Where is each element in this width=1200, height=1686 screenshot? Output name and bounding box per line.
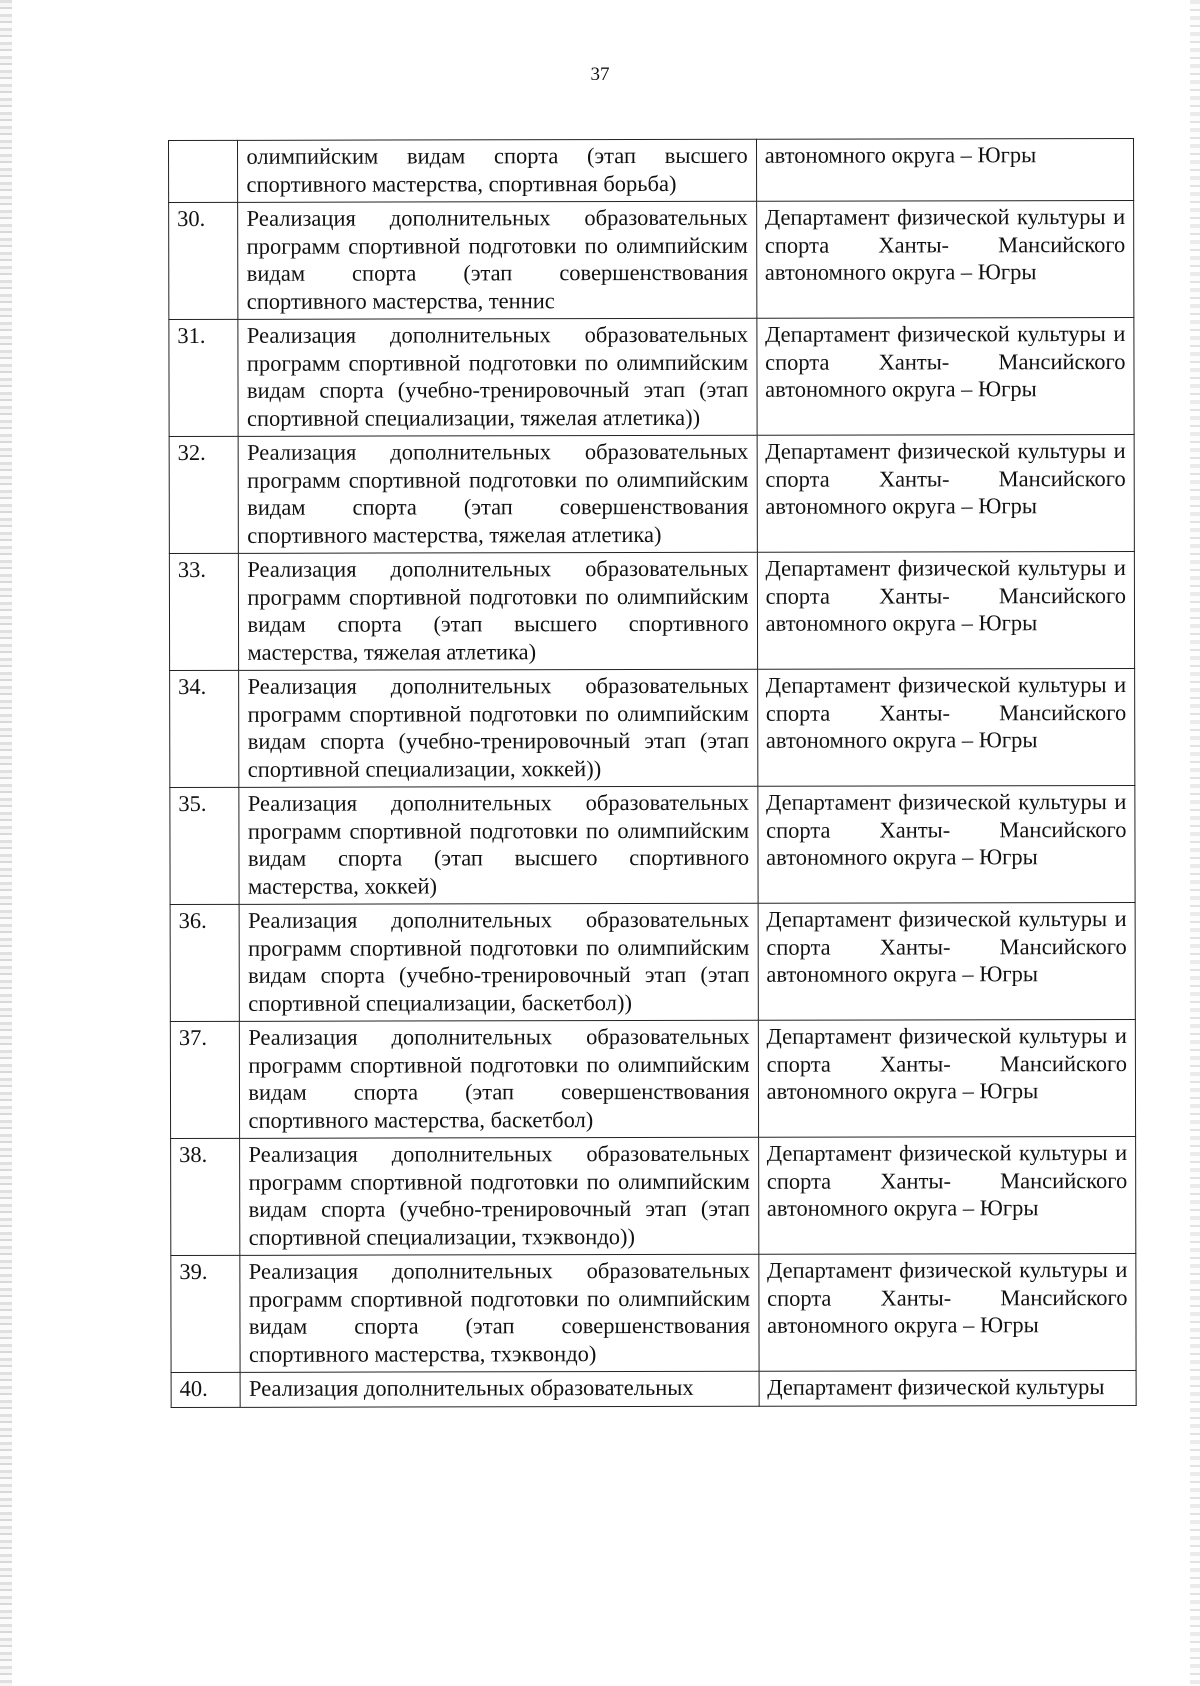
row-number-cell: 32. (169, 436, 239, 553)
service-name-cell: Реализация дополнительных образовательных программ спортивной подготовки по олимпийским видам спорта (этап совершенствования спортивного мастерства, тхэквондо) (240, 1254, 758, 1372)
table-row (171, 1370, 1136, 1407)
table-row (169, 200, 1134, 319)
table-row (170, 902, 1135, 1021)
department-cell: автономного округа – Югры (756, 138, 1133, 201)
scan-edge-right (1190, 0, 1200, 1686)
service-name-cell: Реализация дополнительных образовательных программ спортивной подготовки по олимпийским видам спорта (учебно-тренировочный этап (этап спортивной специализации, баскетбол)) (240, 903, 758, 1021)
department-cell: Департамент физической культуры и спорта Ханты- Мансийского автономного округа – Югры (757, 551, 1135, 669)
row-number-cell: 30. (169, 202, 239, 319)
department-cell: Департамент физической культуры и спорта Ханты- Мансийского автономного округа – Югры (757, 785, 1135, 903)
department-cell: Департамент физической культуры и спорта Ханты- Мансийского автономного округа – Югры (757, 317, 1135, 435)
row-number-cell: 37. (170, 1021, 240, 1138)
service-name-cell: Реализация дополнительных образовательных программ спортивной подготовки по олимпийским видам спорта (учебно-тренировочный этап (этап спортивной специализации, тяжелая атлетика)) (238, 318, 756, 436)
row-number-cell (169, 140, 239, 202)
service-name-cell: Реализация дополнительных образовательных программ спортивной подготовки по олимпийским видам спорта (этап высшего спортивного мастерства, тяжелая атлетика) (239, 552, 757, 670)
table-body (169, 138, 1137, 1407)
department-cell: Департамент физической культуры и спорта Ханты- Мансийского автономного округа – Югры (756, 200, 1134, 318)
service-name-cell: олимпийским видам спорта (этап высшего спортивного мастерства, спортивная борьба) (238, 139, 756, 202)
service-name-cell: Реализация дополнительных образовательных программ спортивной подготовки по олимпийским видам спорта (учебно-тренировочный этап (этап спортивной специализации, хоккей)) (239, 669, 757, 787)
row-number-cell: 36. (170, 904, 240, 1021)
service-name-cell: Реализация дополнительных образовательных программ спортивной подготовки по олимпийским видам спорта (этап совершенствования спортивного мастерства, баскетбол) (240, 1020, 758, 1138)
department-cell: Департамент физической культуры и спорта Ханты- Мансийского автономного округа – Югры (758, 1136, 1136, 1254)
table-row (169, 434, 1134, 553)
table-row (171, 1136, 1136, 1255)
row-number-cell: 39. (171, 1255, 241, 1372)
page-number: 37 (590, 64, 610, 85)
scan-edge-left (0, 0, 12, 1686)
table-row (169, 317, 1134, 436)
service-name-cell: Реализация дополнительных образовательных (241, 1371, 759, 1407)
department-cell: Департамент физической культуры и спорта Ханты- Мансийского автономного округа – Югры (758, 902, 1136, 1020)
department-cell: Департамент физической культуры и спорта Ханты- Мансийского автономного округа – Югры (757, 434, 1135, 552)
row-number-cell: 38. (171, 1138, 241, 1255)
row-number-cell: 33. (169, 553, 239, 670)
row-number-cell: 34. (170, 670, 240, 787)
table-row (169, 138, 1134, 202)
department-cell: Департамент физической культуры (759, 1370, 1136, 1406)
department-cell: Департамент физической культуры и спорта Ханты- Мансийского автономного округа – Югры (758, 1253, 1136, 1371)
row-number-cell: 35. (170, 787, 240, 904)
service-name-cell: Реализация дополнительных образовательных программ спортивной подготовки по олимпийским видам спорта (учебно-тренировочный этап (этап спортивной специализации, тхэквондо)) (240, 1137, 758, 1255)
row-number-cell: 31. (169, 319, 239, 436)
department-cell: Департамент физической культуры и спорта Ханты- Мансийского автономного округа – Югры (758, 1019, 1136, 1137)
department-cell: Департамент физической культуры и спорта Ханты- Мансийского автономного округа – Югры (757, 668, 1135, 786)
table-row (170, 1019, 1135, 1138)
services-table (168, 138, 1137, 1408)
table-row (171, 1253, 1136, 1372)
table-row (170, 668, 1135, 787)
table-row (170, 785, 1135, 904)
service-name-cell: Реализация дополнительных образовательных программ спортивной подготовки по олимпийским видам спорта (этап совершенствования спортивного мастерства, теннис (238, 201, 756, 319)
service-name-cell: Реализация дополнительных образовательных программ спортивной подготовки по олимпийским видам спорта (этап высшего спортивного мастерства, хоккей) (239, 786, 757, 904)
row-number-cell: 40. (171, 1372, 240, 1407)
service-name-cell: Реализация дополнительных образовательных программ спортивной подготовки по олимпийским видам спорта (этап совершенствования спортивного мастерства, тяжелая атлетика) (239, 435, 757, 553)
table-row (169, 551, 1134, 670)
